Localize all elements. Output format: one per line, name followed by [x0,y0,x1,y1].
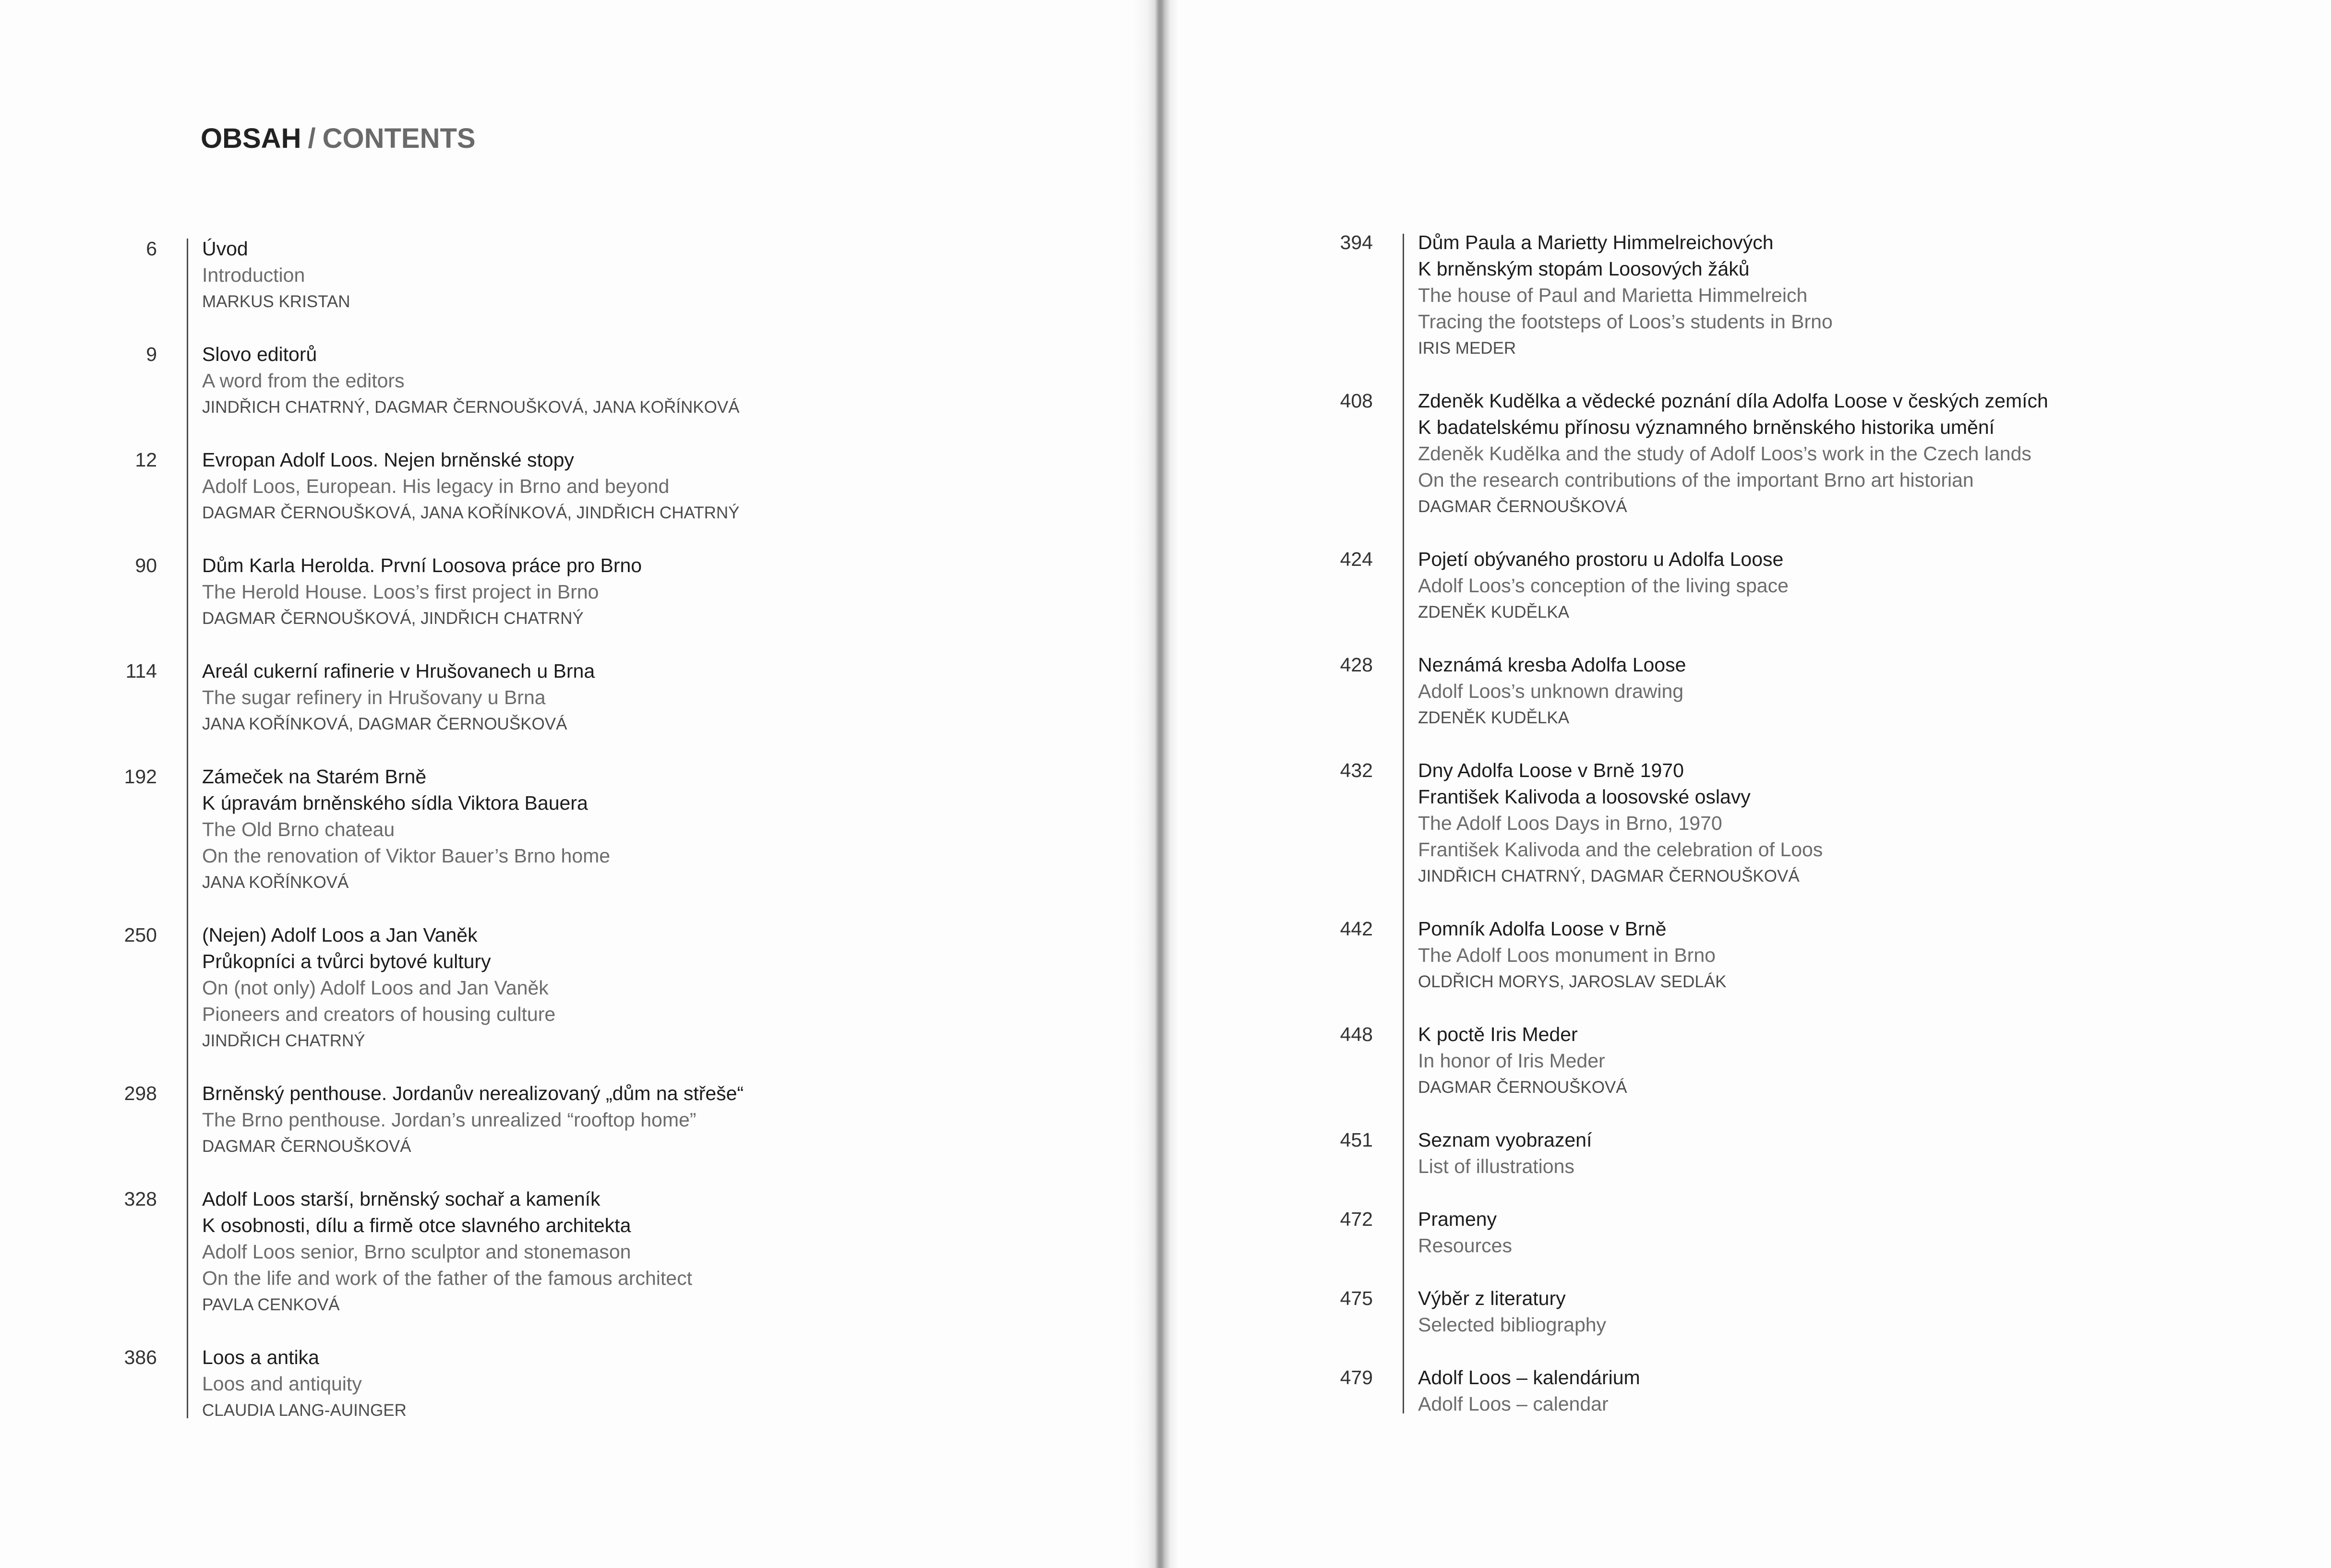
entry-title-cs: Slovo editorů [202,343,317,365]
toc-entry-text [202,552,642,632]
toc-entry [0,552,744,632]
toc-page-number: 472 [1340,1208,1373,1230]
toc-page-number: 428 [1340,654,1373,676]
entry-subtitle-en: František Kalivoda and the celebration of Loos [1418,838,1823,861]
page-title-primary: OBSAH [201,123,301,154]
toc-entry [1216,1021,2048,1101]
entry-title-cs: Výběr z literatury [1418,1287,1566,1309]
toc-page-number: 408 [1340,390,1373,412]
toc-entry-text [1418,1285,1606,1338]
entry-title-cs: Dům Paula a Marietty Himmelreichových [1418,231,1774,253]
page-title [201,124,476,154]
toc-page-number: 424 [1340,548,1373,570]
entry-subtitle-cs: Průkopníci a tvůrci bytové kultury [202,950,491,972]
toc-entry [0,236,744,315]
toc-entry-text [202,658,595,737]
entry-authors: DAGMAR ČERNOUŠKOVÁ, JINDŘICH CHATRNÝ [202,609,584,628]
entry-authors: PAVLA CENKOVÁ [202,1295,340,1314]
toc-entry [1216,1285,2048,1338]
toc-entry-text [1418,388,2048,520]
toc-entry [0,1186,744,1318]
entry-title-cs: Adolf Loos starší, brněnský sochař a kameník [202,1188,601,1210]
entry-title-cs: Neznámá kresba Adolfa Loose [1418,654,1686,676]
toc-page-number: 298 [124,1082,157,1104]
toc-page-number: 90 [135,554,157,576]
entry-title-en: Adolf Loos, European. His legacy in Brno and beyond [202,475,670,497]
toc-page-number: 12 [135,449,157,471]
entry-title-en: In honor of Iris Meder [1418,1050,1605,1072]
entry-authors: JINDŘICH CHATRNÝ, DAGMAR ČERNOUŠKOVÁ, JANA KOŘÍNKOVÁ [202,398,740,417]
entry-title-en: Introduction [202,264,305,286]
toc-page-number: 475 [1340,1287,1373,1309]
entry-title-cs: Prameny [1418,1208,1497,1230]
entry-authors: DAGMAR ČERNOUŠKOVÁ [1418,497,1627,516]
toc-entry [1216,916,2048,995]
toc-page-number: 386 [124,1346,157,1368]
toc-entry [1216,757,2048,889]
entry-title-cs: Pomník Adolfa Loose v Brně [1418,918,1667,940]
entry-title-cs: Pojetí obývaného prostoru u Adolfa Loose [1418,548,1784,570]
toc-page-number: 328 [124,1188,157,1210]
entry-title-cs: (Nejen) Adolf Loos a Jan Vaněk [202,924,478,946]
toc-page-number: 442 [1340,918,1373,940]
entry-title-en: Resources [1418,1234,1512,1257]
entry-authors: DAGMAR ČERNOUŠKOVÁ [1418,1078,1627,1097]
entry-subtitle-cs: K osobnosti, dílu a firmě otce slavného architekta [202,1214,631,1236]
toc-entry-text [1418,757,1823,889]
entry-title-en: The Adolf Loos monument in Brno [1418,944,1716,966]
entry-authors: ZDENĚK KUDĚLKA [1418,603,1570,622]
entry-authors: JANA KOŘÍNKOVÁ, DAGMAR ČERNOUŠKOVÁ [202,715,567,733]
entry-authors: MARKUS KRISTAN [202,292,350,311]
entry-authors: JANA KOŘÍNKOVÁ [202,873,349,892]
toc-entry [0,447,744,526]
entry-title-cs: Adolf Loos – kalendárium [1418,1366,1640,1388]
toc-entry [1216,229,2048,361]
toc-entry-text [1418,1127,1592,1180]
entry-title-en: On (not only) Adolf Loos and Jan Vaněk [202,977,549,999]
toc-vertical-rule [1403,234,1404,1413]
entry-authors: DAGMAR ČERNOUŠKOVÁ, JANA KOŘÍNKOVÁ, JINDŘICH CHATRNÝ [202,503,740,522]
entry-title-cs: K poctě Iris Meder [1418,1023,1578,1045]
entry-title-cs: Brněnský penthouse. Jordanův nerealizovaný „dům na střeše“ [202,1082,744,1104]
page-title-secondary: CONTENTS [322,123,476,154]
entry-title-en: The Adolf Loos Days in Brno, 1970 [1418,812,1722,834]
toc-entry [0,1080,744,1160]
entry-subtitle-cs: K úpravám brněnského sídla Viktora Bauera [202,792,588,814]
entry-title-en: Adolf Loos senior, Brno sculptor and stonemason [202,1241,631,1263]
toc-entry [1216,1127,2048,1180]
entry-title-cs: Evropan Adolf Loos. Nejen brněnské stopy [202,449,574,471]
entry-subtitle-en: On the research contributions of the important Brno art historian [1418,469,1974,491]
toc-page-number: 432 [1340,759,1373,781]
entry-subtitle-en: On the renovation of Viktor Bauer’s Brno home [202,845,611,867]
entry-authors: CLAUDIA LANG-AUINGER [202,1401,407,1420]
entry-subtitle-en: On the life and work of the father of the famous architect [202,1267,692,1289]
toc-entry [0,1344,744,1424]
toc-page-number: 479 [1340,1366,1373,1388]
toc-page-number: 394 [1340,231,1373,253]
toc-entry [1216,388,2048,520]
toc-entry [1216,1365,2048,1417]
toc-entry-text [1418,1365,1640,1417]
book-gutter [1133,0,1190,1568]
toc-page-number: 250 [124,924,157,946]
entry-title-cs: Loos a antika [202,1346,319,1368]
entry-authors: JINDŘICH CHATRNÝ, DAGMAR ČERNOUŠKOVÁ [1418,867,1800,886]
entry-authors: IRIS MEDER [1418,339,1516,358]
entry-subtitle-cs: K brněnským stopám Loosových žáků [1418,258,1750,280]
toc-entry [1216,1206,2048,1259]
entry-title-en: Adolf Loos – calendar [1418,1393,1609,1415]
toc-entry-text [202,1344,407,1424]
entry-title-cs: Areál cukerní rafinerie v Hrušovanech u Brna [202,660,595,682]
toc-entry-text [202,764,610,896]
toc-entry-text [202,236,350,315]
entry-subtitle-cs: František Kalivoda a loosovské oslavy [1418,786,1751,808]
toc-page-number: 448 [1340,1023,1373,1045]
entry-title-cs: Úvod [202,238,248,260]
toc-entry [1216,546,2048,625]
toc-entry-text [202,341,740,420]
entry-title-en: Selected bibliography [1418,1314,1607,1336]
entry-title-en: A word from the editors [202,370,405,392]
entry-authors: JINDŘICH CHATRNÝ [202,1031,365,1050]
entry-subtitle-cs: K badatelskému přínosu významného brněnského historika umění [1418,416,1995,438]
entry-title-cs: Zdeněk Kudělka a vědecké poznání díla Adolfa Loose v českých zemích [1418,390,2048,412]
entry-title-en: Adolf Loos’s unknown drawing [1418,680,1684,702]
entry-title-en: List of illustrations [1418,1155,1574,1177]
toc-vertical-rule [187,239,188,1418]
toc-page-number: 114 [125,660,157,682]
toc-entry [0,341,744,420]
toc-entry [0,922,744,1054]
toc-page-number: 6 [146,238,157,260]
toc-page-number: 192 [124,766,157,788]
entry-authors: DAGMAR ČERNOUŠKOVÁ [202,1137,411,1156]
entry-title-en: The Old Brno chateau [202,818,395,840]
toc-entry [0,658,744,737]
toc-entry [1216,652,2048,731]
toc-right-column [1216,229,2048,1417]
toc-entry-text [202,1186,692,1318]
toc-entry-text [1418,652,1686,731]
entry-title-en: Zdeněk Kudělka and the study of Adolf Loos’s work in the Czech lands [1418,443,2031,465]
entry-title-en: Loos and antiquity [202,1373,362,1395]
toc-entry-text [1418,229,1833,361]
entry-title-cs: Zámeček na Starém Brně [202,766,427,788]
entry-title-cs: Dům Karla Herolda. První Loosova práce pro Brno [202,554,642,576]
entry-title-en: The Brno penthouse. Jordan’s unrealized “rooftop home” [202,1109,697,1131]
entry-title-en: The sugar refinery in Hrušovany u Brna [202,686,546,708]
toc-entry-text [202,447,740,526]
entry-title-cs: Dny Adolfa Loose v Brně 1970 [1418,759,1684,781]
entry-title-en: The Herold House. Loos’s first project in Brno [202,581,599,603]
entry-subtitle-en: Pioneers and creators of housing culture [202,1003,556,1025]
page-title-separator: / [308,123,316,154]
entry-title-en: Adolf Loos’s conception of the living space [1418,575,1789,597]
toc-entry [0,764,744,896]
entry-title-en: The house of Paul and Marietta Himmelreich [1418,284,1808,306]
toc-page-number: 9 [146,343,157,365]
toc-entry-text [1418,1021,1627,1101]
entry-subtitle-en: Tracing the footsteps of Loos’s students in Brno [1418,311,1833,333]
toc-left-column [0,236,744,1424]
entry-authors: ZDENĚK KUDĚLKA [1418,708,1570,727]
toc-entry-text [1418,1206,1512,1259]
toc-entry-text [1418,916,1727,995]
toc-entry-text [1418,546,1789,625]
toc-entry-text [202,922,555,1054]
entry-title-cs: Seznam vyobrazení [1418,1129,1592,1151]
entry-authors: OLDŘICH MORYS, JAROSLAV SEDLÁK [1418,972,1727,991]
toc-entry-text [202,1080,744,1160]
toc-page-number: 451 [1340,1129,1373,1151]
